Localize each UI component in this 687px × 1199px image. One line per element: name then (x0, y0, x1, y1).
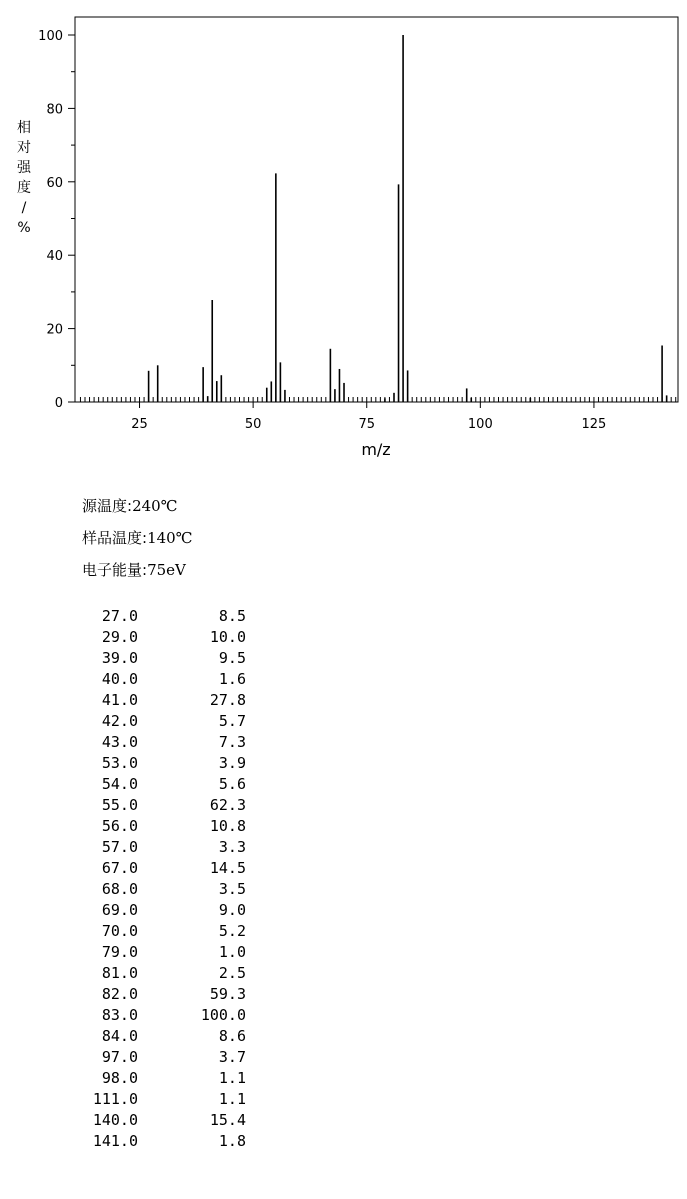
intensity-cell: 27.8 (209, 691, 246, 709)
table-row (80, 1026, 246, 1047)
intensity-cell: 5.2 (218, 922, 246, 940)
mz-cell: 29.0 (101, 628, 138, 646)
intensity-cell: 10.8 (209, 817, 246, 835)
mz-cell: 56.0 (101, 817, 138, 835)
table-row (80, 879, 246, 900)
intensity-cell: 3.3 (218, 838, 246, 856)
x-tick-label: 25 (131, 417, 148, 432)
plot-frame (75, 17, 678, 402)
y-tick-label: 100 (38, 29, 63, 44)
mz-cell: 98.0 (101, 1069, 138, 1087)
mz-cell: 111.0 (92, 1090, 138, 1108)
mz-cell: 82.0 (101, 985, 138, 1003)
intensity-cell: 1.1 (218, 1090, 246, 1108)
y-axis-label-char: 对 (17, 140, 31, 156)
table-row (80, 711, 246, 732)
x-axis-ticks (131, 402, 606, 432)
mz-cell: 84.0 (101, 1027, 138, 1045)
table-row (80, 816, 246, 837)
intensity-cell: 8.6 (218, 1027, 246, 1045)
mz-cell: 68.0 (101, 880, 138, 898)
mz-cell: 81.0 (101, 964, 138, 982)
table-row (80, 732, 246, 753)
source-temperature-label: 源温度: (82, 497, 133, 515)
table-row (80, 795, 246, 816)
source-temperature-value: 240℃ (132, 497, 178, 515)
intensity-cell: 9.0 (218, 901, 246, 919)
table-row (80, 627, 246, 648)
intensity-cell: 59.3 (209, 985, 246, 1003)
intensity-cell: 3.5 (218, 880, 246, 898)
intensity-cell: 5.6 (218, 775, 246, 793)
mz-cell: 43.0 (101, 733, 138, 751)
source-temperature (82, 495, 177, 516)
mz-cell: 39.0 (101, 649, 138, 667)
mz-cell: 53.0 (101, 754, 138, 772)
sample-temperature-value: 140℃ (147, 529, 193, 547)
x-tick-label: 50 (244, 417, 262, 432)
mz-cell: 54.0 (101, 775, 138, 793)
mass-spectrum-chart (0, 0, 687, 470)
y-axis-label-char: 强 (17, 160, 31, 176)
mz-cell: 42.0 (101, 712, 138, 730)
mz-cell: 67.0 (101, 859, 138, 877)
y-tick-label: 0 (54, 396, 63, 411)
table-row (80, 858, 246, 879)
intensity-cell: 3.9 (218, 754, 246, 772)
y-axis-label-char: 度 (17, 180, 31, 196)
intensity-cell: 1.1 (218, 1069, 246, 1087)
y-axis-label-char: 相 (17, 120, 31, 136)
mz-cell: 69.0 (101, 901, 138, 919)
intensity-cell: 9.5 (218, 649, 246, 667)
intensity-cell: 1.8 (218, 1132, 246, 1150)
x-tick-label: 125 (581, 417, 607, 432)
y-tick-label: 20 (46, 322, 63, 338)
x-tick-label: 100 (467, 417, 493, 432)
table-row (80, 1005, 246, 1026)
table-row (80, 900, 246, 921)
intensity-cell: 14.5 (209, 859, 246, 877)
table-row (80, 1110, 246, 1131)
intensity-cell: 2.5 (218, 964, 246, 982)
intensity-cell: 15.4 (209, 1111, 246, 1129)
table-row (80, 774, 246, 795)
mz-cell: 140.0 (92, 1111, 138, 1129)
intensity-cell: 5.7 (218, 712, 246, 730)
intensity-cell: 3.7 (218, 1048, 246, 1066)
mz-cell: 27.0 (101, 607, 138, 625)
table-row (80, 606, 246, 627)
intensity-cell: 8.5 (218, 607, 246, 625)
table-row (80, 690, 246, 711)
table-row (80, 963, 246, 984)
table-row (80, 942, 246, 963)
table-row (80, 648, 246, 669)
mz-cell: 70.0 (101, 922, 138, 940)
y-tick-label: 60 (46, 175, 63, 191)
peak-table (80, 606, 246, 1152)
mz-cell: 55.0 (101, 796, 138, 814)
y-tick-label: 40 (46, 249, 63, 265)
mz-cell: 57.0 (101, 838, 138, 856)
mz-cell: 141.0 (92, 1132, 138, 1150)
electron-energy-label: 电子能量: (82, 561, 148, 579)
y-tick-label: 80 (46, 102, 63, 118)
table-row (80, 984, 246, 1005)
x-tick-label: 75 (358, 417, 376, 432)
y-axis-label (17, 119, 32, 236)
minor-ticks (80, 397, 675, 402)
mz-cell: 41.0 (101, 691, 138, 709)
table-row (80, 921, 246, 942)
table-row (80, 669, 246, 690)
table-row (80, 1089, 246, 1110)
spectrum-peaks (149, 35, 667, 402)
table-row (80, 1047, 246, 1068)
mz-cell: 79.0 (101, 943, 138, 961)
y-axis-label-char: % (17, 220, 31, 236)
y-axis-label-char: / (21, 200, 27, 216)
table-row (80, 837, 246, 858)
table-row (80, 1131, 246, 1152)
intensity-cell: 62.3 (209, 796, 246, 814)
mz-cell: 83.0 (101, 1006, 138, 1024)
electron-energy (82, 559, 186, 580)
sample-temperature-label: 样品温度: (82, 529, 148, 547)
table-row (80, 1068, 246, 1089)
mz-cell: 97.0 (101, 1048, 138, 1066)
intensity-cell: 1.6 (218, 670, 246, 688)
intensity-cell: 7.3 (218, 733, 246, 751)
table-row (80, 753, 246, 774)
intensity-cell: 1.0 (218, 943, 246, 961)
intensity-cell: 10.0 (209, 628, 246, 646)
y-axis-ticks (38, 29, 75, 411)
electron-energy-value: 75eV (147, 561, 186, 579)
sample-temperature (82, 527, 192, 548)
intensity-cell: 100.0 (200, 1006, 246, 1024)
mz-cell: 40.0 (101, 670, 138, 688)
x-axis-label: m/z (361, 440, 391, 459)
